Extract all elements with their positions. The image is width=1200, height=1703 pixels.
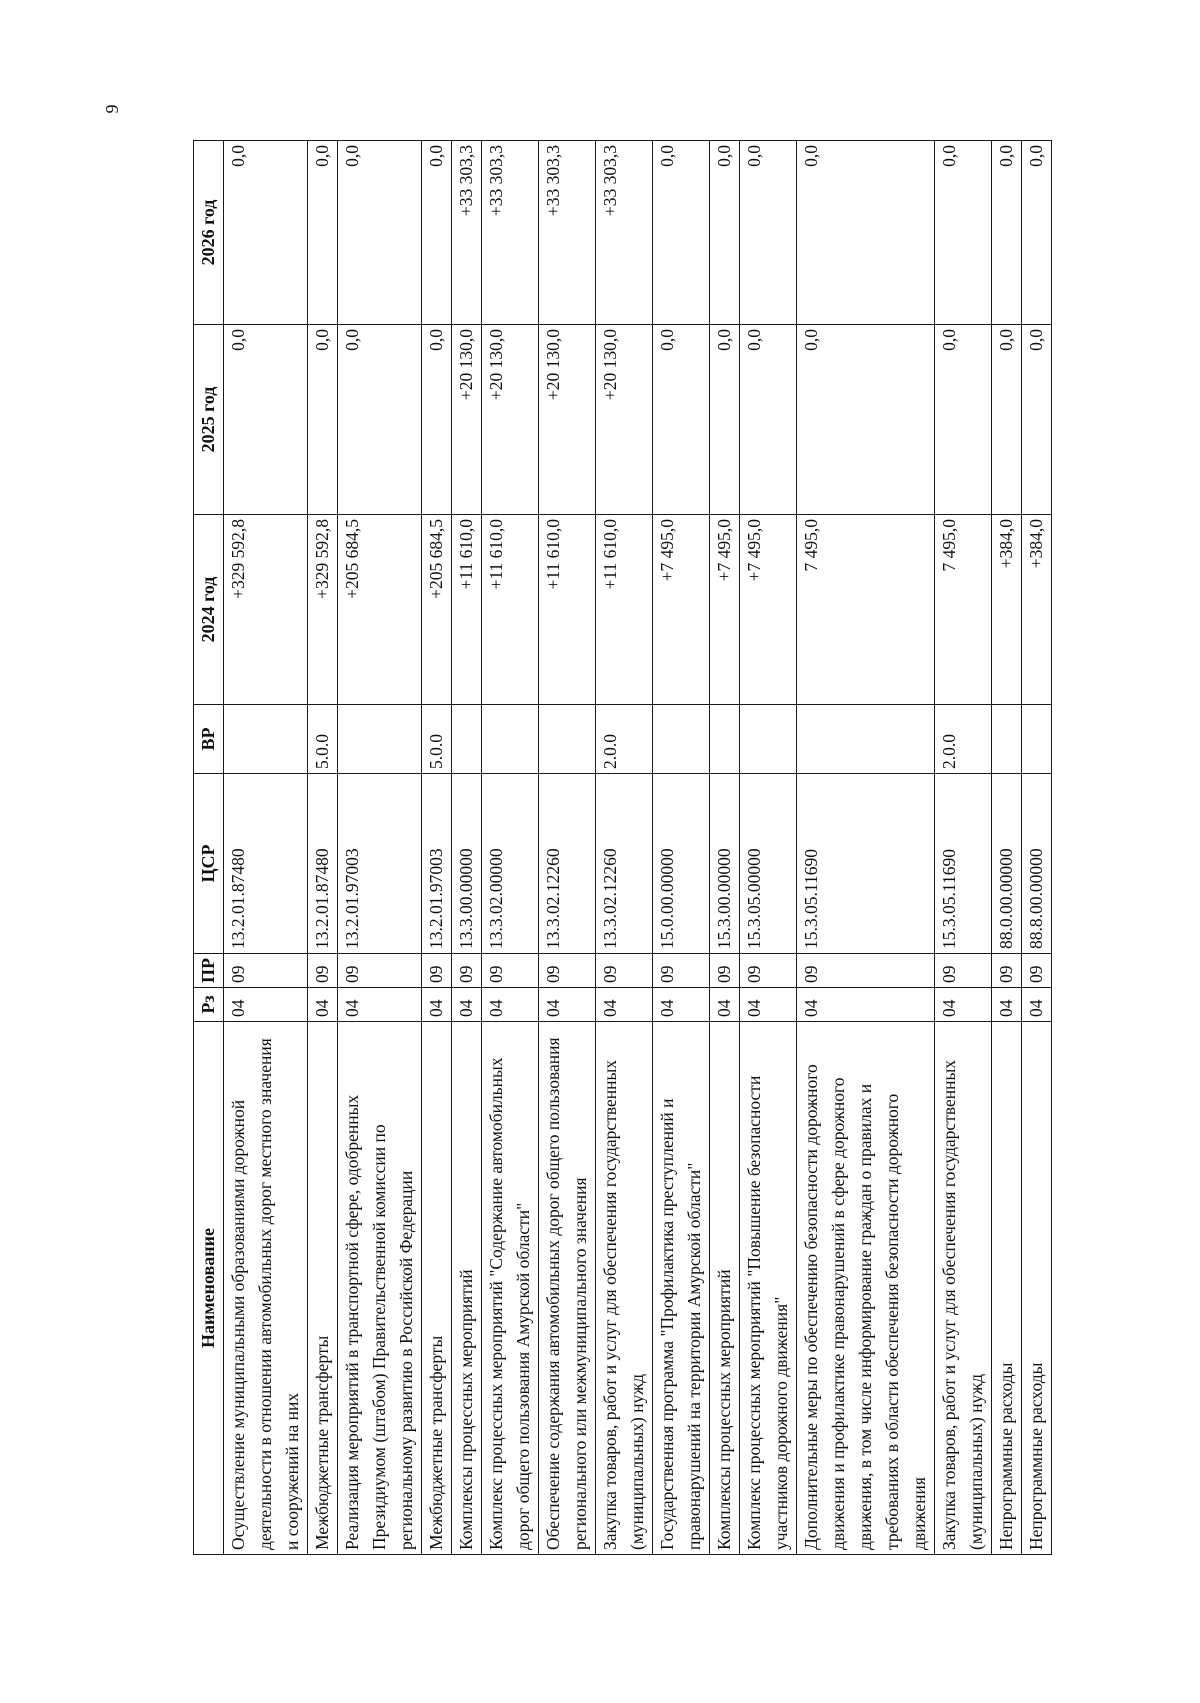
- cell-2026: +33 303,3: [596, 141, 653, 325]
- table-row: [224, 141, 308, 1555]
- cell-rz: 04: [482, 988, 539, 1022]
- header-name: Наименование: [194, 1022, 224, 1555]
- cell-csr: 13.3.02.12260: [539, 774, 596, 954]
- cell-csr: 88.8.00.00000: [1022, 774, 1052, 954]
- cell-csr: 88.0.00.00000: [992, 774, 1022, 954]
- cell-2026: 0,0: [224, 141, 308, 325]
- cell-pr: 09: [596, 954, 653, 988]
- cell-name: Непрограммные расходы: [992, 1022, 1022, 1555]
- cell-2026: 0,0: [422, 141, 452, 325]
- table-row: [452, 141, 482, 1555]
- table-header-row: [194, 141, 224, 1555]
- cell-2025: 0,0: [992, 325, 1022, 515]
- cell-2024: +11 610,0: [596, 515, 653, 705]
- header-csr: ЦСР: [194, 774, 224, 954]
- cell-2026: +33 303,3: [539, 141, 596, 325]
- table-row: [596, 141, 653, 1555]
- cell-pr: 09: [1022, 954, 1052, 988]
- cell-vr: [1022, 705, 1052, 774]
- cell-2026: 0,0: [338, 141, 422, 325]
- cell-rz: 04: [452, 988, 482, 1022]
- table-row: [797, 141, 935, 1555]
- cell-name: Комплексы процессных мероприятий: [452, 1022, 482, 1555]
- header-rz: Рз: [194, 988, 224, 1022]
- cell-2025: 0,0: [308, 325, 338, 515]
- cell-2026: 0,0: [992, 141, 1022, 325]
- cell-rz: 04: [338, 988, 422, 1022]
- cell-2024: +205 684,5: [338, 515, 422, 705]
- cell-pr: 09: [422, 954, 452, 988]
- cell-name: Непрограммные расходы: [1022, 1022, 1052, 1555]
- cell-name: Дополнительные меры по обеспечению безопасности дорожного движения и профилактике правонарушений в сфере дорожного движения, в том числе информирование граждан о правилах и требованиях в области обеспечения безопасности дорожного движения: [797, 1022, 935, 1555]
- cell-2025: +20 130,0: [452, 325, 482, 515]
- cell-csr: 13.3.02.12260: [596, 774, 653, 954]
- cell-2024: +11 610,0: [482, 515, 539, 705]
- cell-vr: [710, 705, 740, 774]
- cell-csr: 15.3.05.11690: [935, 774, 992, 954]
- cell-vr: [482, 705, 539, 774]
- cell-name: Закупка товаров, работ и услуг для обеспечения государственных (муниципальных) нужд: [935, 1022, 992, 1555]
- cell-2024: +7 495,0: [740, 515, 797, 705]
- cell-rz: 04: [539, 988, 596, 1022]
- cell-rz: 04: [935, 988, 992, 1022]
- header-vr: ВР: [194, 705, 224, 774]
- cell-csr: 13.2.01.87480: [308, 774, 338, 954]
- cell-pr: 09: [710, 954, 740, 988]
- header-2026: 2026 год: [194, 141, 224, 325]
- cell-vr: 5.0.0: [422, 705, 452, 774]
- cell-name: Межбюджетные трансферты: [422, 1022, 452, 1555]
- cell-vr: [539, 705, 596, 774]
- cell-rz: 04: [1022, 988, 1052, 1022]
- header-2025: 2025 год: [194, 325, 224, 515]
- cell-2025: 0,0: [224, 325, 308, 515]
- cell-csr: 13.2.01.87480: [224, 774, 308, 954]
- cell-rz: 04: [992, 988, 1022, 1022]
- cell-2026: 0,0: [797, 141, 935, 325]
- cell-pr: 09: [992, 954, 1022, 988]
- cell-pr: 09: [740, 954, 797, 988]
- cell-2026: 0,0: [710, 141, 740, 325]
- cell-2026: 0,0: [653, 141, 710, 325]
- cell-csr: 15.3.05.11690: [797, 774, 935, 954]
- cell-2025: 0,0: [422, 325, 452, 515]
- cell-2024: +384,0: [1022, 515, 1052, 705]
- cell-name: Комплекс процессных мероприятий "Повышение безопасности участников дорожного движения": [740, 1022, 797, 1555]
- cell-2025: 0,0: [1022, 325, 1052, 515]
- table-row: [482, 141, 539, 1555]
- cell-2025: +20 130,0: [539, 325, 596, 515]
- table-row: [539, 141, 596, 1555]
- cell-csr: 13.2.01.97003: [422, 774, 452, 954]
- cell-rz: 04: [740, 988, 797, 1022]
- cell-rz: 04: [596, 988, 653, 1022]
- cell-2026: 0,0: [308, 141, 338, 325]
- table-row: [422, 141, 452, 1555]
- cell-pr: 09: [224, 954, 308, 988]
- cell-pr: 09: [653, 954, 710, 988]
- table-row: [653, 141, 710, 1555]
- cell-2026: +33 303,3: [452, 141, 482, 325]
- cell-2026: 0,0: [1022, 141, 1052, 325]
- table-row: [1022, 141, 1052, 1555]
- cell-2024: +11 610,0: [539, 515, 596, 705]
- cell-rz: 04: [308, 988, 338, 1022]
- table-row: [935, 141, 992, 1555]
- cell-csr: 13.3.02.00000: [482, 774, 539, 954]
- cell-2026: 0,0: [740, 141, 797, 325]
- cell-name: Закупка товаров, работ и услуг для обеспечения государственных (муниципальных) нужд: [596, 1022, 653, 1555]
- cell-2025: 0,0: [740, 325, 797, 515]
- cell-2024: +11 610,0: [452, 515, 482, 705]
- cell-pr: 09: [452, 954, 482, 988]
- cell-2025: +20 130,0: [482, 325, 539, 515]
- cell-pr: 09: [308, 954, 338, 988]
- cell-vr: 2.0.0: [935, 705, 992, 774]
- cell-2026: 0,0: [935, 141, 992, 325]
- cell-vr: [797, 705, 935, 774]
- cell-vr: [740, 705, 797, 774]
- table-row: [338, 141, 422, 1555]
- cell-csr: 15.3.05.00000: [740, 774, 797, 954]
- cell-rz: 04: [710, 988, 740, 1022]
- page-number: 9: [102, 104, 122, 114]
- cell-vr: 5.0.0: [308, 705, 338, 774]
- cell-vr: [992, 705, 1022, 774]
- cell-name: Государственная программа "Профилактика преступлений и правонарушений на территории Амурской области": [653, 1022, 710, 1555]
- table-row: [710, 141, 740, 1555]
- cell-vr: [653, 705, 710, 774]
- cell-pr: 09: [338, 954, 422, 988]
- header-2024: 2024 год: [194, 515, 224, 705]
- cell-2025: 0,0: [710, 325, 740, 515]
- cell-2025: +20 130,0: [596, 325, 653, 515]
- cell-pr: 09: [539, 954, 596, 988]
- cell-name: Межбюджетные трансферты: [308, 1022, 338, 1555]
- cell-2024: +329 592,8: [224, 515, 308, 705]
- rotated-table-container: [193, 141, 1200, 1555]
- budget-table: [193, 140, 1052, 1555]
- cell-2024: 7 495,0: [935, 515, 992, 705]
- cell-vr: [452, 705, 482, 774]
- cell-pr: 09: [935, 954, 992, 988]
- cell-name: Комплексы процессных мероприятий: [710, 1022, 740, 1555]
- cell-csr: 13.3.00.00000: [452, 774, 482, 954]
- cell-2024: +7 495,0: [653, 515, 710, 705]
- cell-vr: 2.0.0: [596, 705, 653, 774]
- cell-2024: 7 495,0: [797, 515, 935, 705]
- cell-rz: 04: [422, 988, 452, 1022]
- cell-csr: 15.3.00.00000: [710, 774, 740, 954]
- cell-2024: +329 592,8: [308, 515, 338, 705]
- table-row: [308, 141, 338, 1555]
- cell-rz: 04: [653, 988, 710, 1022]
- cell-pr: 09: [482, 954, 539, 988]
- cell-name: Осуществление муниципальными образованиями дорожной деятельности в отношении автомобильных дорог местного значения и сооружений на них: [224, 1022, 308, 1555]
- cell-name: Обеспечение содержания автомобильных дорог общего пользования регионального или межмуниципального значения: [539, 1022, 596, 1555]
- cell-2026: +33 303,3: [482, 141, 539, 325]
- cell-2025: 0,0: [338, 325, 422, 515]
- cell-2025: 0,0: [797, 325, 935, 515]
- cell-2025: 0,0: [935, 325, 992, 515]
- cell-rz: 04: [224, 988, 308, 1022]
- header-pr: ПР: [194, 954, 224, 988]
- table-body: [224, 141, 1052, 1555]
- cell-name: Реализация мероприятий в транспортной сфере, одобренных Президиумом (штабом) Правительственной комиссии по региональному развитию в Российской Федерации: [338, 1022, 422, 1555]
- cell-2024: +7 495,0: [710, 515, 740, 705]
- cell-2025: 0,0: [653, 325, 710, 515]
- cell-pr: 09: [797, 954, 935, 988]
- cell-vr: [224, 705, 308, 774]
- cell-2024: +384,0: [992, 515, 1022, 705]
- table-row: [740, 141, 797, 1555]
- cell-2024: +205 684,5: [422, 515, 452, 705]
- cell-rz: 04: [797, 988, 935, 1022]
- cell-csr: 15.0.00.00000: [653, 774, 710, 954]
- cell-vr: [338, 705, 422, 774]
- cell-csr: 13.2.01.97003: [338, 774, 422, 954]
- table-row: [992, 141, 1022, 1555]
- cell-name: Комплекс процессных мероприятий "Содержание автомобильных дорог общего пользования Амурской области": [482, 1022, 539, 1555]
